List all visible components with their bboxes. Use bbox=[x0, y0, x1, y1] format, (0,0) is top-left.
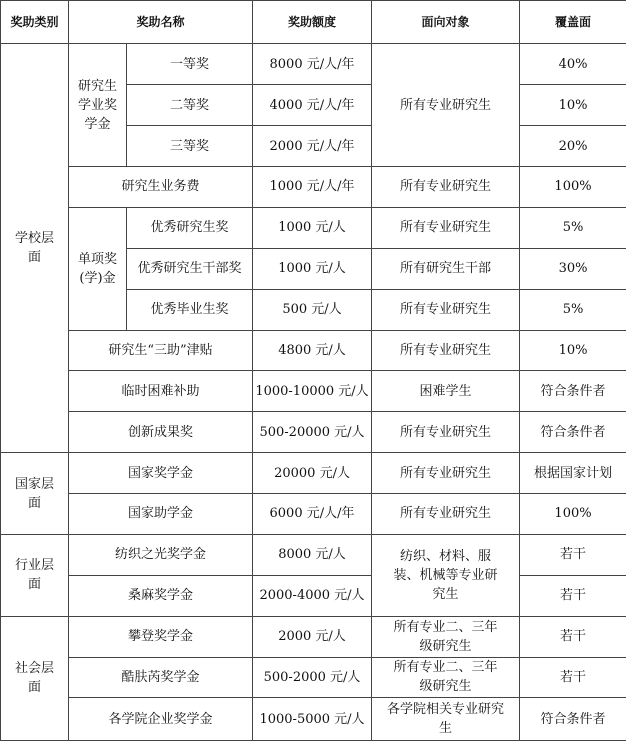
award-amount: 2000 元/人/年 bbox=[253, 126, 372, 167]
award-target: 所有专业研究生 bbox=[372, 412, 520, 453]
award-coverage: 符合条件者 bbox=[520, 412, 626, 453]
group-academic: 研究生学业奖学金 bbox=[69, 44, 127, 167]
header-row bbox=[1, 1, 626, 44]
award-target: 各学院相关专业研究生 bbox=[372, 698, 520, 741]
award-amount: 4000 元/人/年 bbox=[253, 85, 372, 126]
award-target: 困难学生 bbox=[372, 371, 520, 412]
award-coverage: 若干 bbox=[520, 657, 626, 698]
award-amount: 500-20000 元/人 bbox=[253, 412, 372, 453]
header-target: 面向对象 bbox=[372, 1, 520, 44]
table-row bbox=[1, 44, 626, 85]
award-target: 所有专业研究生 bbox=[372, 289, 520, 330]
award-coverage: 符合条件者 bbox=[520, 371, 626, 412]
award-target: 所有专业研究生 bbox=[372, 453, 520, 494]
category-national: 国家层面 bbox=[1, 453, 69, 535]
table-row bbox=[1, 167, 626, 208]
header-amount: 奖助额度 bbox=[253, 1, 372, 44]
table-row bbox=[1, 698, 626, 741]
award-name: 酷肤芮奖学金 bbox=[69, 657, 253, 698]
award-name: 优秀毕业生奖 bbox=[127, 289, 253, 330]
award-coverage: 5% bbox=[520, 289, 626, 330]
award-name: 研究生业务费 bbox=[69, 167, 253, 208]
award-target: 所有专业研究生 bbox=[372, 207, 520, 248]
award-amount: 1000 元/人/年 bbox=[253, 167, 372, 208]
award-amount: 1000 元/人 bbox=[253, 248, 372, 289]
table-row bbox=[1, 207, 626, 248]
award-amount: 6000 元/人/年 bbox=[253, 494, 372, 535]
award-name: 二等奖 bbox=[127, 85, 253, 126]
award-coverage: 若干 bbox=[520, 575, 626, 616]
award-name: 桑麻奖学金 bbox=[69, 575, 253, 616]
award-coverage: 根据国家计划 bbox=[520, 453, 626, 494]
award-coverage: 若干 bbox=[520, 616, 626, 657]
award-amount: 2000 元/人 bbox=[253, 616, 372, 657]
award-target: 所有专业研究生 bbox=[372, 44, 520, 167]
table-row bbox=[1, 616, 626, 657]
table-row bbox=[1, 453, 626, 494]
award-amount: 500-2000 元/人 bbox=[253, 657, 372, 698]
header-name: 奖助名称 bbox=[69, 1, 253, 44]
award-coverage: 100% bbox=[520, 494, 626, 535]
header-category: 奖助类别 bbox=[1, 1, 69, 44]
table-row bbox=[1, 534, 626, 575]
category-society: 社会层面 bbox=[1, 616, 69, 740]
award-coverage: 10% bbox=[520, 330, 626, 371]
award-target: 所有专业研究生 bbox=[372, 167, 520, 208]
table-row bbox=[1, 575, 626, 616]
award-coverage: 20% bbox=[520, 126, 626, 167]
award-name: 创新成果奖 bbox=[69, 412, 253, 453]
category-school: 学校层面 bbox=[1, 44, 69, 453]
award-amount: 8000 元/人/年 bbox=[253, 44, 372, 85]
award-coverage: 10% bbox=[520, 85, 626, 126]
award-amount: 8000 元/人 bbox=[253, 534, 372, 575]
award-name: 临时困难补助 bbox=[69, 371, 253, 412]
award-name: 一等奖 bbox=[127, 44, 253, 85]
award-amount: 20000 元/人 bbox=[253, 453, 372, 494]
group-single: 单项奖(学)金 bbox=[69, 207, 127, 330]
award-coverage: 若干 bbox=[520, 534, 626, 575]
award-coverage: 100% bbox=[520, 167, 626, 208]
award-coverage: 5% bbox=[520, 207, 626, 248]
award-name: 攀登奖学金 bbox=[69, 616, 253, 657]
table-row bbox=[1, 330, 626, 371]
award-name: 国家奖学金 bbox=[69, 453, 253, 494]
award-target: 所有专业研究生 bbox=[372, 494, 520, 535]
award-target: 所有专业二、三年级研究生 bbox=[372, 616, 520, 657]
award-name: 研究生“三助”津贴 bbox=[69, 330, 253, 371]
award-name: 优秀研究生干部奖 bbox=[127, 248, 253, 289]
award-amount: 1000 元/人 bbox=[253, 207, 372, 248]
award-coverage: 符合条件者 bbox=[520, 698, 626, 741]
award-coverage: 30% bbox=[520, 248, 626, 289]
award-amount: 4800 元/人 bbox=[253, 330, 372, 371]
table-row bbox=[1, 412, 626, 453]
award-amount: 2000-4000 元/人 bbox=[253, 575, 372, 616]
award-name: 优秀研究生奖 bbox=[127, 207, 253, 248]
award-amount: 1000-5000 元/人 bbox=[253, 698, 372, 741]
award-target: 所有研究生干部 bbox=[372, 248, 520, 289]
award-name: 各学院企业奖学金 bbox=[69, 698, 253, 741]
award-target: 所有专业研究生 bbox=[372, 330, 520, 371]
award-name: 纺织之光奖学金 bbox=[69, 534, 253, 575]
table-row bbox=[1, 494, 626, 535]
award-name: 三等奖 bbox=[127, 126, 253, 167]
award-coverage: 40% bbox=[520, 44, 626, 85]
award-target: 纺织、材料、服装、机械等专业研究生 bbox=[372, 534, 520, 616]
award-amount: 1000-10000 元/人 bbox=[253, 371, 372, 412]
table-row bbox=[1, 657, 626, 698]
award-target: 所有专业二、三年级研究生 bbox=[372, 657, 520, 698]
category-industry: 行业层面 bbox=[1, 534, 69, 616]
header-coverage: 覆盖面 bbox=[520, 1, 626, 44]
table-row bbox=[1, 371, 626, 412]
award-amount: 500 元/人 bbox=[253, 289, 372, 330]
award-name: 国家助学金 bbox=[69, 494, 253, 535]
